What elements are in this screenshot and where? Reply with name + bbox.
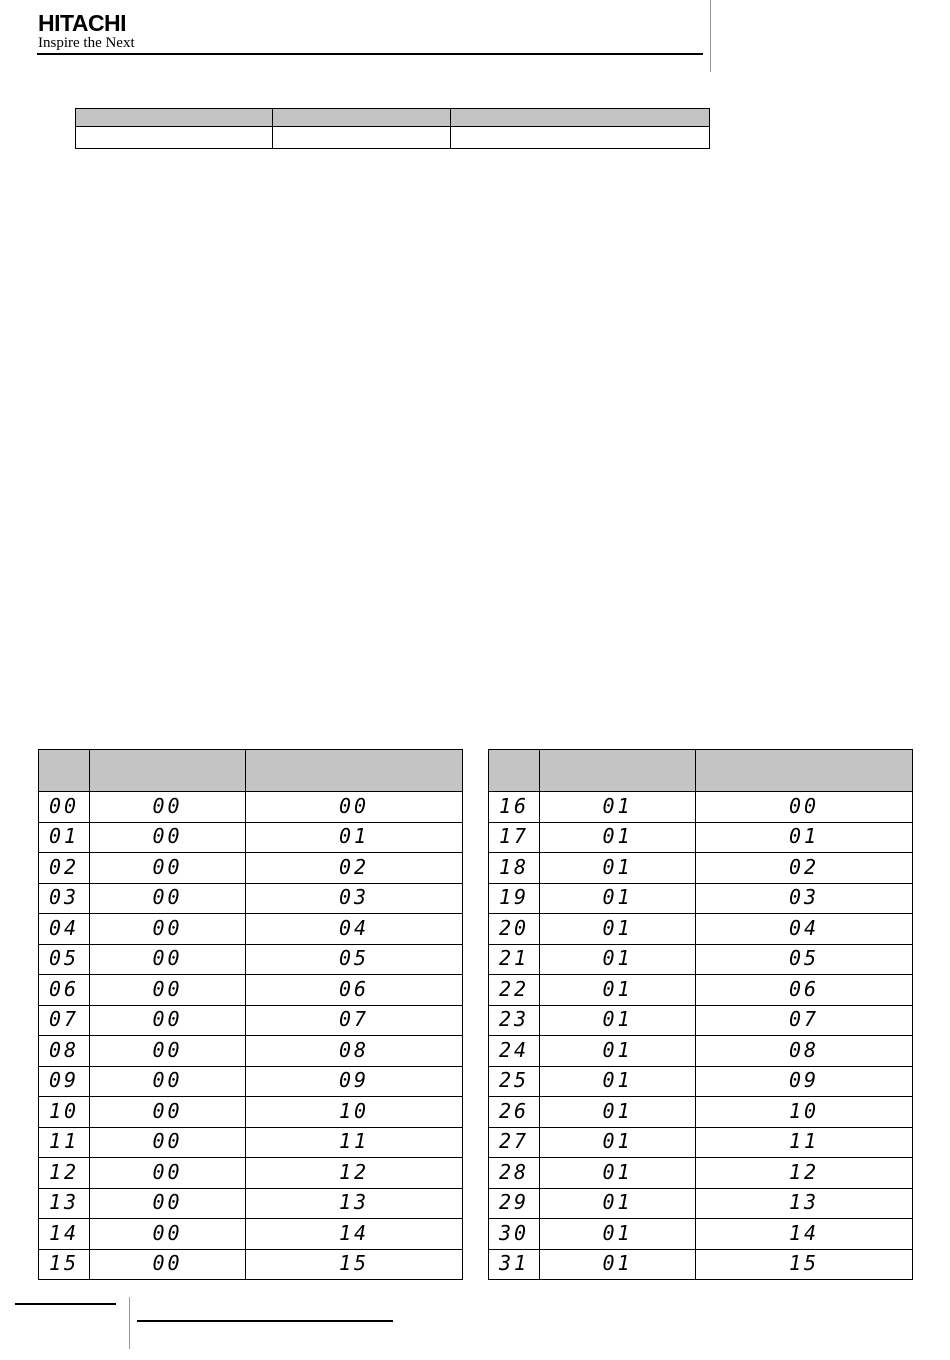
cell-code [489, 1097, 540, 1128]
cell-col-a [540, 1249, 696, 1280]
cell-col-a [540, 883, 696, 914]
segment-display-value: 02 [788, 854, 820, 879]
table-row [39, 822, 463, 853]
cell-code [39, 914, 90, 945]
header-rule [37, 53, 703, 55]
segment-display-value: 13 [48, 1190, 80, 1215]
cell-col-b [246, 1005, 463, 1036]
segment-display-value: 01 [602, 976, 633, 1001]
cell-code [489, 1036, 540, 1067]
cell-col-a [90, 1005, 246, 1036]
cell-col-b [246, 853, 463, 884]
header-cell [39, 750, 90, 792]
cell-col-b [246, 1036, 463, 1067]
table-row [489, 1188, 913, 1219]
cell-col-b [246, 822, 463, 853]
segment-display-value: 00 [152, 1251, 183, 1276]
table-row [39, 853, 463, 884]
table-header [39, 750, 463, 792]
segment-display-value: 09 [338, 1068, 370, 1093]
table-row [39, 792, 463, 823]
table-row [489, 1219, 913, 1250]
header-cell [489, 750, 540, 792]
segment-display-value: 15 [788, 1251, 820, 1276]
segment-display-value: 00 [152, 793, 183, 818]
table-row [39, 1127, 463, 1158]
hitachi-logo [38, 10, 135, 51]
segment-display-value: 09 [48, 1068, 80, 1093]
table-row [489, 822, 913, 853]
segment-display-value: 05 [788, 946, 820, 971]
segment-display-value: 11 [788, 1129, 820, 1154]
table-row [489, 1127, 913, 1158]
segment-display-value: 11 [338, 1129, 370, 1154]
table-row [39, 1249, 463, 1280]
segment-display-value: 14 [338, 1220, 370, 1245]
cell-code [489, 1219, 540, 1250]
cell-col-a [540, 1005, 696, 1036]
summary-cell [76, 127, 273, 149]
summary-table [75, 108, 710, 149]
segment-display-value: 00 [152, 1190, 183, 1215]
segment-display-value: 01 [602, 1220, 633, 1245]
summary-header-cell [76, 109, 273, 127]
segment-display-value: 20 [498, 915, 530, 940]
cell-col-a [540, 1036, 696, 1067]
segment-display-value: 01 [602, 1159, 633, 1184]
segment-display-value: 12 [338, 1159, 370, 1184]
cell-col-a [540, 944, 696, 975]
segment-display-value: 14 [48, 1220, 80, 1245]
summary-cell [451, 127, 710, 149]
cell-col-b [246, 883, 463, 914]
summary-header-cell [273, 109, 451, 127]
cell-col-b [696, 1066, 913, 1097]
table-row [489, 1097, 913, 1128]
cell-col-a [540, 975, 696, 1006]
segment-display-value: 01 [602, 854, 633, 879]
segment-display-value: 10 [338, 1098, 370, 1123]
cell-col-b [696, 1036, 913, 1067]
segment-display-value: 30 [498, 1220, 530, 1245]
segment-display-value: 00 [152, 1220, 183, 1245]
table-row [39, 975, 463, 1006]
segment-display-value: 05 [338, 946, 370, 971]
segment-display-value: 02 [48, 854, 80, 879]
cell-code [489, 883, 540, 914]
segment-display-value: 07 [48, 1007, 80, 1032]
table-header [489, 750, 913, 792]
cell-col-b [696, 1127, 913, 1158]
cell-col-a [90, 1249, 246, 1280]
segment-display-value: 00 [152, 946, 183, 971]
summary-table-row [76, 127, 710, 149]
segment-display-value: 01 [602, 1037, 633, 1062]
table-row [39, 1097, 463, 1128]
table-row [39, 1036, 463, 1067]
cell-code [489, 853, 540, 884]
segment-display-value: 28 [498, 1159, 530, 1184]
segment-display-value: 02 [338, 854, 370, 879]
margin-line-top [710, 0, 711, 72]
segment-display-value: 25 [498, 1068, 530, 1093]
segment-display-value: 00 [152, 885, 183, 910]
cell-col-a [90, 822, 246, 853]
segment-display-value: 07 [338, 1007, 370, 1032]
segment-display-value: 10 [788, 1098, 820, 1123]
segment-display-value: 22 [498, 976, 530, 1001]
table-row [39, 944, 463, 975]
cell-col-a [90, 944, 246, 975]
segment-display-value: 00 [152, 824, 183, 849]
table-row [489, 975, 913, 1006]
table-row [39, 1066, 463, 1097]
code-table-left [38, 749, 463, 1280]
header-cell [246, 750, 463, 792]
cell-col-a [90, 975, 246, 1006]
cell-col-b [246, 792, 463, 823]
table-row [39, 883, 463, 914]
segment-display-value: 00 [152, 915, 183, 940]
cell-col-a [90, 1158, 246, 1189]
cell-code [39, 944, 90, 975]
cell-col-b [696, 883, 913, 914]
segment-display-value: 00 [152, 1068, 183, 1093]
segment-display-value: 07 [788, 1007, 820, 1032]
segment-display-value: 18 [498, 854, 530, 879]
cell-col-a [540, 914, 696, 945]
cell-code [39, 1249, 90, 1280]
segment-display-value: 12 [788, 1159, 820, 1184]
segment-display-value: 00 [152, 1007, 183, 1032]
cell-col-b [246, 1097, 463, 1128]
cell-col-b [696, 1249, 913, 1280]
brand-name: HITACHI [38, 10, 127, 36]
segment-display-value: 01 [602, 1190, 633, 1215]
segment-display-value: 01 [602, 1007, 633, 1032]
segment-display-value: 03 [338, 885, 370, 910]
cell-col-a [90, 1036, 246, 1067]
cell-code [39, 1005, 90, 1036]
cell-col-a [540, 822, 696, 853]
cell-code [39, 883, 90, 914]
cell-col-b [696, 1097, 913, 1128]
segment-display-value: 03 [48, 885, 80, 910]
table-row [39, 1005, 463, 1036]
cell-col-a [90, 1219, 246, 1250]
segment-display-value: 12 [48, 1159, 80, 1184]
segment-display-value: 00 [152, 854, 183, 879]
segment-display-value: 10 [48, 1098, 80, 1123]
segment-display-value: 04 [788, 915, 820, 940]
cell-code [39, 822, 90, 853]
cell-code [489, 1005, 540, 1036]
cell-col-b [696, 944, 913, 975]
cell-code [39, 853, 90, 884]
cell-col-a [540, 853, 696, 884]
cell-code [489, 1127, 540, 1158]
cell-code [489, 975, 540, 1006]
cell-col-b [696, 792, 913, 823]
segment-display-value: 24 [498, 1037, 530, 1062]
segment-display-value: 01 [788, 824, 820, 849]
cell-col-b [246, 944, 463, 975]
segment-display-value: 01 [602, 1068, 633, 1093]
cell-code [489, 944, 540, 975]
code-table-right [488, 749, 913, 1280]
cell-col-a [540, 1097, 696, 1128]
cell-code [39, 1097, 90, 1128]
segment-display-value: 01 [48, 824, 80, 849]
cell-col-b [246, 1188, 463, 1219]
segment-display-value: 05 [48, 946, 80, 971]
cell-col-a [90, 1066, 246, 1097]
header-cell [90, 750, 246, 792]
table-row [489, 883, 913, 914]
table-row [489, 1158, 913, 1189]
cell-col-b [696, 1188, 913, 1219]
segment-display-value: 01 [602, 1129, 633, 1154]
segment-display-value: 15 [338, 1251, 370, 1276]
summary-cell [273, 127, 451, 149]
cell-code [489, 1188, 540, 1219]
cell-col-a [90, 792, 246, 823]
cell-code [39, 1036, 90, 1067]
segment-display-value: 27 [498, 1129, 530, 1154]
cell-code [39, 792, 90, 823]
cell-code [39, 1188, 90, 1219]
cell-code [489, 1066, 540, 1097]
cell-col-a [90, 1127, 246, 1158]
cell-col-b [696, 1219, 913, 1250]
segment-display-value: 08 [338, 1037, 370, 1062]
cell-col-b [246, 1127, 463, 1158]
cell-col-a [540, 1127, 696, 1158]
segment-display-value: 00 [152, 1098, 183, 1123]
segment-display-value: 26 [498, 1098, 530, 1123]
segment-display-value: 04 [48, 915, 80, 940]
brand-tagline: Inspire the Next [38, 35, 135, 51]
table-row [489, 853, 913, 884]
summary-header-cell [451, 109, 710, 127]
table-row [489, 1036, 913, 1067]
cell-code [39, 1127, 90, 1158]
cell-col-b [246, 1158, 463, 1189]
cell-col-a [540, 1158, 696, 1189]
segment-display-value: 01 [338, 824, 370, 849]
segment-display-value: 13 [788, 1190, 820, 1215]
segment-display-value: 13 [338, 1190, 370, 1215]
margin-line-bottom [129, 1297, 130, 1349]
segment-display-value: 06 [338, 976, 370, 1001]
segment-display-value: 23 [498, 1007, 530, 1032]
cell-col-a [540, 1188, 696, 1219]
table-row [39, 1219, 463, 1250]
footer-rule-right [137, 1320, 393, 1322]
segment-display-value: 00 [152, 1129, 183, 1154]
cell-col-b [696, 822, 913, 853]
summary-table-header [76, 109, 710, 127]
cell-code [39, 1158, 90, 1189]
cell-code [39, 1219, 90, 1250]
segment-display-value: 00 [788, 793, 820, 818]
header-cell [540, 750, 696, 792]
cell-col-b [246, 1249, 463, 1280]
segment-display-value: 16 [498, 793, 530, 818]
cell-col-b [246, 1066, 463, 1097]
segment-display-value: 08 [48, 1037, 80, 1062]
segment-display-value: 06 [48, 976, 80, 1001]
cell-col-b [246, 975, 463, 1006]
segment-display-value: 04 [338, 915, 370, 940]
cell-col-b [696, 975, 913, 1006]
cell-code [489, 1249, 540, 1280]
segment-display-value: 01 [602, 1251, 633, 1276]
table-row [489, 914, 913, 945]
segment-display-value: 31 [498, 1251, 530, 1276]
segment-display-value: 01 [602, 946, 633, 971]
segment-display-value: 01 [602, 1098, 633, 1123]
segment-display-value: 01 [602, 793, 633, 818]
header-cell [696, 750, 913, 792]
table-row [39, 1188, 463, 1219]
table-row [489, 792, 913, 823]
segment-display-value: 15 [48, 1251, 80, 1276]
segment-display-value: 01 [602, 915, 633, 940]
cell-col-a [540, 792, 696, 823]
footer-rule-left [15, 1303, 116, 1305]
segment-display-value: 00 [152, 976, 183, 1001]
cell-col-a [540, 1219, 696, 1250]
cell-col-b [696, 853, 913, 884]
table-row [489, 1066, 913, 1097]
segment-display-value: 11 [48, 1129, 80, 1154]
cell-code [489, 1158, 540, 1189]
table-row [489, 1249, 913, 1280]
segment-display-value: 01 [602, 885, 633, 910]
cell-col-b [696, 1158, 913, 1189]
cell-col-a [90, 1188, 246, 1219]
cell-col-a [540, 1066, 696, 1097]
segment-display-value: 00 [338, 793, 370, 818]
cell-col-a [90, 1097, 246, 1128]
segment-display-value: 21 [498, 946, 530, 971]
cell-code [489, 822, 540, 853]
cell-col-a [90, 853, 246, 884]
segment-display-value: 00 [152, 1037, 183, 1062]
segment-display-value: 00 [152, 1159, 183, 1184]
segment-display-value: 03 [788, 885, 820, 910]
cell-col-b [246, 1219, 463, 1250]
segment-display-value: 01 [602, 824, 633, 849]
cell-col-b [696, 1005, 913, 1036]
segment-display-value: 06 [788, 976, 820, 1001]
segment-display-value: 09 [788, 1068, 820, 1093]
table-row [39, 914, 463, 945]
segment-display-value: 29 [498, 1190, 530, 1215]
segment-display-value: 00 [48, 793, 80, 818]
cell-col-b [246, 914, 463, 945]
cell-code [489, 914, 540, 945]
cell-code [489, 792, 540, 823]
segment-display-value: 19 [498, 885, 530, 910]
cell-col-a [90, 883, 246, 914]
table-row [39, 1158, 463, 1189]
segment-display-value: 14 [788, 1220, 820, 1245]
table-row [489, 1005, 913, 1036]
table-row [489, 944, 913, 975]
segment-display-value: 08 [788, 1037, 820, 1062]
cell-col-a [90, 914, 246, 945]
cell-code [39, 1066, 90, 1097]
cell-col-b [696, 914, 913, 945]
cell-code [39, 975, 90, 1006]
segment-display-value: 17 [498, 824, 530, 849]
